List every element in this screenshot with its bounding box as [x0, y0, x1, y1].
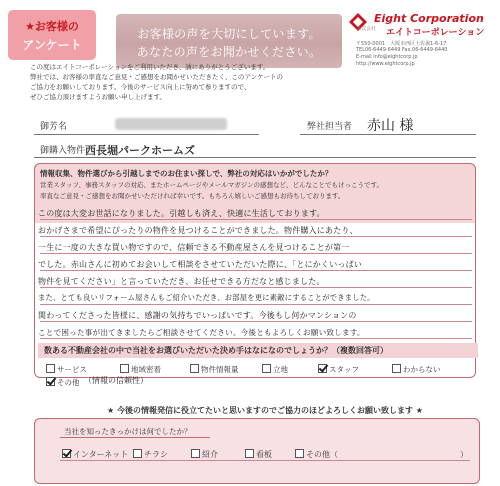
email-line: E-mail info@eightcorp.jp [356, 54, 418, 60]
checkbox-checked-icon[interactable] [62, 449, 71, 458]
option-staff[interactable]: スタッフ [318, 364, 359, 375]
checkbox-icon[interactable] [295, 449, 304, 458]
name-label: 御芳名 [40, 122, 68, 132]
intro-line: ぜひご協力頂けますようお願い申し上げます。 [30, 93, 166, 101]
footer-note: ★ 今後の情報発信に役立てたいと思いますのでご協力のほどよろしくお願い致します ★ [107, 406, 423, 415]
source-other[interactable]: その他（ [295, 449, 338, 460]
header-banner [116, 14, 342, 68]
writing-line [40, 321, 472, 322]
company-type-label: 株式会社 [356, 26, 377, 32]
staff-underline [300, 134, 476, 135]
writing-line [40, 304, 472, 305]
handwritten-line: おかげさまで希望にぴったりの物件を見つけることができました。物件購入にあたり、 [38, 226, 358, 235]
question3-title: 当社を知ったきっかけは何でしたか？ [64, 427, 192, 436]
question2-header [38, 343, 478, 358]
source-flyer[interactable]: チラシ [133, 449, 168, 460]
handwritten-line: でした。赤山さんに初めてお会いして相談をさせていただいた際に、「とにかくいっぱい [38, 260, 362, 269]
checkbox-icon[interactable] [190, 364, 199, 373]
checkbox-icon[interactable] [191, 449, 200, 458]
company-name-jp: エイトコーポレーション [386, 28, 485, 38]
checkbox-icon[interactable] [120, 364, 129, 373]
intro-line: 弊社では、お客様の率直なご意見・ご感想をお聞かせいただきたく、このアンケートの [30, 73, 283, 81]
question3-underline [60, 437, 210, 438]
name-underline [34, 134, 259, 135]
other-reason-note: （情報の信頼性） [84, 376, 148, 385]
checkbox-icon[interactable] [245, 449, 254, 458]
source-internet[interactable]: インターネット [62, 449, 128, 460]
writing-line [40, 253, 472, 254]
source-other-close: ） [460, 450, 468, 459]
handwritten-line: ことで困った事が出てきましたらご相談させてください。今後ともよろしくお願い致します。 [38, 328, 365, 337]
intro-line: この度はエイトコーポレーションをご利用いただき、誠にありがとうございます。 [30, 63, 270, 71]
writing-line [40, 338, 472, 339]
checkbox-icon[interactable] [133, 449, 142, 458]
writing-line [40, 287, 472, 288]
banner-line1: お客様の声を大切にしています。 [137, 27, 321, 41]
source-signboard[interactable]: 看板 [245, 449, 272, 460]
source-referral[interactable]: 紹介 [191, 449, 218, 460]
handwritten-line: 関わってくださった皆様に、感謝の気持ちでいっぱいです。今後もし何かマンションの [38, 311, 357, 320]
intro-text [30, 62, 370, 102]
option-location[interactable]: 立地 [262, 364, 288, 375]
section1-instruction: 率直なご意見・ご感想をお聞かせいただければ幸いです。もちろん嬉しいご感想もお待ちしております。 [40, 192, 345, 200]
option-listings[interactable]: 物件情報量 [190, 364, 239, 375]
checkbox-icon[interactable] [262, 364, 271, 373]
handwritten-line: 一生に一度の大きな買い物ですので、信頼できる不動産屋さんを見つけることが第一 [38, 243, 350, 252]
section1-question: 情報収集、物件選びから引越しまでのお住まい探しで、弊社の対応はいかがでしたか？ [40, 169, 333, 178]
property-label: 御購入物件 [40, 146, 86, 156]
option-unknown[interactable]: わからない [392, 364, 441, 375]
company-name-en: Eight Corporation [374, 12, 484, 25]
option-local[interactable]: 地域密着 [120, 364, 161, 375]
address-line: 〒550-0001 大阪市西区土佐堀1-6-17 [356, 41, 447, 47]
checkbox-icon[interactable] [392, 364, 401, 373]
question2-title: 数ある不動産会社の中で当社をお選びいただいた決め手はなになのでしょうか？（複数回答可） [44, 346, 388, 355]
survey-badge [8, 10, 96, 60]
customer-name-redacted [115, 118, 227, 130]
intro-line: ご協力をお願いしております。今後のサービス向上に努めて参りますので、 [30, 83, 251, 91]
url-line: http://www.eightcorp.jp [356, 61, 415, 67]
writing-line [40, 219, 472, 220]
writing-line [40, 270, 472, 271]
section1-instruction: 営業スタッフ、事務スタッフの対応、またホームページやメールマガジンの感想など、どんなことでもけっこうです。 [40, 181, 384, 189]
handwritten-line: また、とても良いリフォーム屋さんもご紹介いただき、お部屋を更に素敵にすることができました。 [38, 293, 375, 302]
option-other[interactable]: その他 [46, 377, 80, 388]
checkbox-icon[interactable] [46, 364, 55, 373]
handwritten-line: 物件を見てください」と言っていただき、お任せできる方だなと感じました。 [38, 277, 325, 286]
phone-line: TEL06-6449-6449 Fax.06-6449-6440 [356, 47, 448, 53]
property-name: 西長堀パークホームズ [85, 144, 195, 157]
handwritten-line: この度は大変お世話になりました。引越しも済え、快適に生活しております。 [38, 209, 325, 218]
banner-line2: あなたの声をお聞かせください。 [136, 45, 322, 59]
staff-name: 赤山 様 [367, 118, 414, 134]
property-underline [34, 157, 476, 158]
staff-label: 弊社担当者 [307, 122, 353, 132]
checkbox-checked-icon[interactable] [46, 377, 55, 386]
footer-rule [60, 460, 470, 461]
badge-line1: ★お客様の [25, 20, 79, 33]
badge-line2: アンケート [22, 38, 82, 52]
option-service[interactable]: サービス [46, 364, 87, 375]
writing-line [40, 236, 472, 237]
checkbox-checked-icon[interactable] [318, 364, 327, 373]
